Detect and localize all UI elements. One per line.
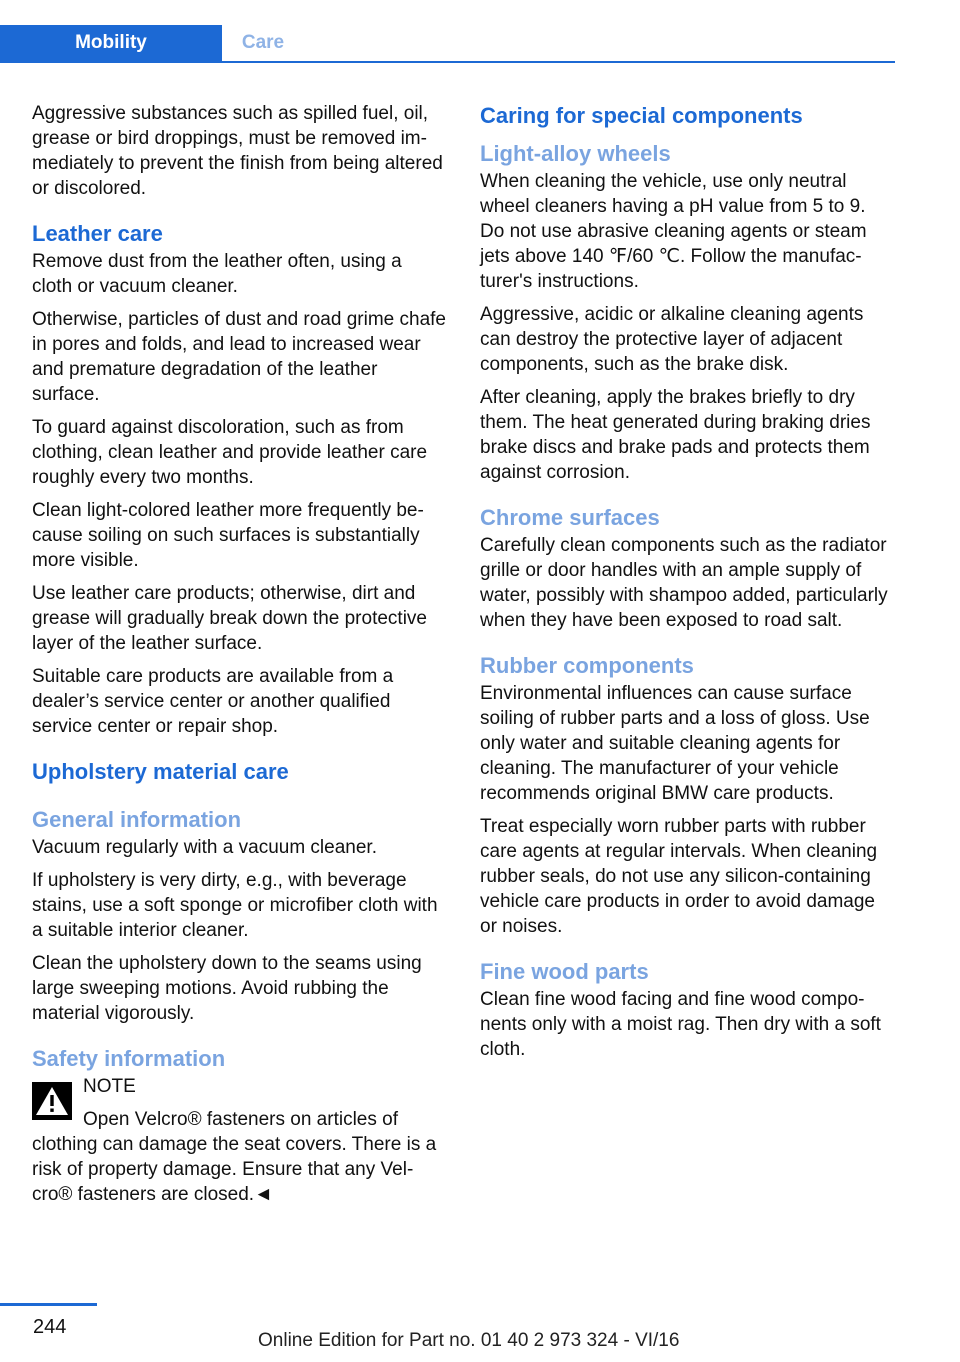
note-text-rest: clothing can damage the seat covers. There is a risk of property damage. Ensure that any Velcro® fasteners are closed.◄ bbox=[32, 1134, 437, 1205]
wheels-paragraph-2: Aggressive, acidic or alkaline cleaning agents can destroy the protective layer of adjacent components, such as the brake disk. bbox=[480, 304, 864, 375]
rubber-paragraph-1: Environmental influences can cause surface soiling of rubber parts and a loss of gloss. Use only water and suitable cleaning agents for cleaning. The manufacturer of your vehicle recommends original BMW care products. bbox=[480, 683, 870, 804]
leather-paragraph-6: Suitable care products are available from a dealer’s service center or another qualified service center or repair shop. bbox=[32, 666, 394, 737]
rubber-components-heading: Rubber components bbox=[480, 653, 694, 678]
left-column bbox=[32, 101, 447, 1207]
upholstery-paragraph-3: Clean the upholstery down to the seams using large sweeping motions. Avoid rubbing the material vigorously. bbox=[32, 953, 422, 1024]
right-column bbox=[480, 101, 895, 1070]
leather-paragraph-2: Otherwise, particles of dust and road grime chafe in pores and folds, and lead to increased wear and premature degradation of the leather surface. bbox=[32, 309, 446, 405]
light-alloy-wheels-heading: Light-alloy wheels bbox=[480, 141, 671, 166]
note-label: NOTE bbox=[83, 1076, 136, 1097]
special-components-heading: Caring for special components bbox=[480, 103, 803, 128]
note-text bbox=[32, 1107, 447, 1207]
leather-paragraph-5: Use leather care products; otherwise, dirt and grease will gradually break down the protective layer of the leather surface. bbox=[32, 583, 427, 654]
note-block bbox=[32, 1074, 447, 1207]
upholstery-care-heading: Upholstery material care bbox=[32, 759, 289, 784]
warning-icon bbox=[32, 1082, 72, 1120]
leather-paragraph-3: To guard against discoloration, such as from clothing, clean leather and provide leather care roughly every two months. bbox=[32, 417, 428, 488]
rubber-paragraph-2: Treat especially worn rubber parts with rubber care agents at regular intervals. When cleaning rubber seals, do not use any silicon-containing vehicle care products in order to avoid damage or noises. bbox=[480, 816, 878, 937]
fine-wood-heading: Fine wood parts bbox=[480, 959, 649, 984]
wood-paragraph: Clean fine wood facing and fine wood components only with a moist rag. Then dry with a soft cloth. bbox=[480, 989, 881, 1060]
wheels-paragraph-3: After cleaning, apply the brakes briefly to dry them. The heat generated during braking dries brake discs and brake pads and protects them against corrosion. bbox=[480, 387, 871, 483]
chrome-paragraph: Carefully clean components such as the radiator grille or door handles with an ample supply of water, possibly with shampoo added, particularly when they have been exposed to road salt. bbox=[480, 535, 888, 631]
note-text-first-line: Open Velcro® fasteners on articles of bbox=[83, 1109, 398, 1130]
chapter-tab-bar bbox=[0, 25, 895, 63]
page-number: 244 bbox=[33, 1316, 67, 1338]
footer-accent-line bbox=[0, 1303, 97, 1306]
chrome-surfaces-heading: Chrome surfaces bbox=[480, 505, 660, 530]
upholstery-paragraph-1: Vacuum regularly with a vacuum cleaner. bbox=[32, 837, 377, 858]
leather-paragraph-4: Clean light-colored leather more frequently because soiling on such surfaces is substantially more visible. bbox=[32, 500, 424, 571]
leather-paragraph-1: Remove dust from the leather often, using a cloth or vacuum cleaner. bbox=[32, 251, 402, 297]
leather-care-heading: Leather care bbox=[32, 221, 163, 246]
wheels-paragraph-1: When cleaning the vehicle, use only neutral wheel cleaners having a pH value from 5 to 9. Do not use abrasive cleaning agents or steam jets above 140 ℉/60 ℃. Follow the manufacturer's instructions. bbox=[480, 171, 867, 292]
tab-care[interactable]: Care bbox=[241, 32, 285, 53]
edition-footer: Online Edition for Part no. 01 40 2 973 324 - VI/16 bbox=[258, 1330, 680, 1351]
safety-information-heading: Safety information bbox=[32, 1046, 226, 1071]
intro-paragraph: Aggressive substances such as spilled fuel, oil, grease or bird droppings, must be removed immediately to prevent the finish from being altered or discolored. bbox=[32, 103, 443, 199]
tab-mobility[interactable]: Mobility bbox=[0, 25, 222, 61]
general-information-heading: General information bbox=[32, 807, 242, 832]
upholstery-paragraph-2: If upholstery is very dirty, e.g., with beverage stains, use a soft sponge or microfiber cloth with a suitable interior cleaner. bbox=[32, 870, 438, 941]
